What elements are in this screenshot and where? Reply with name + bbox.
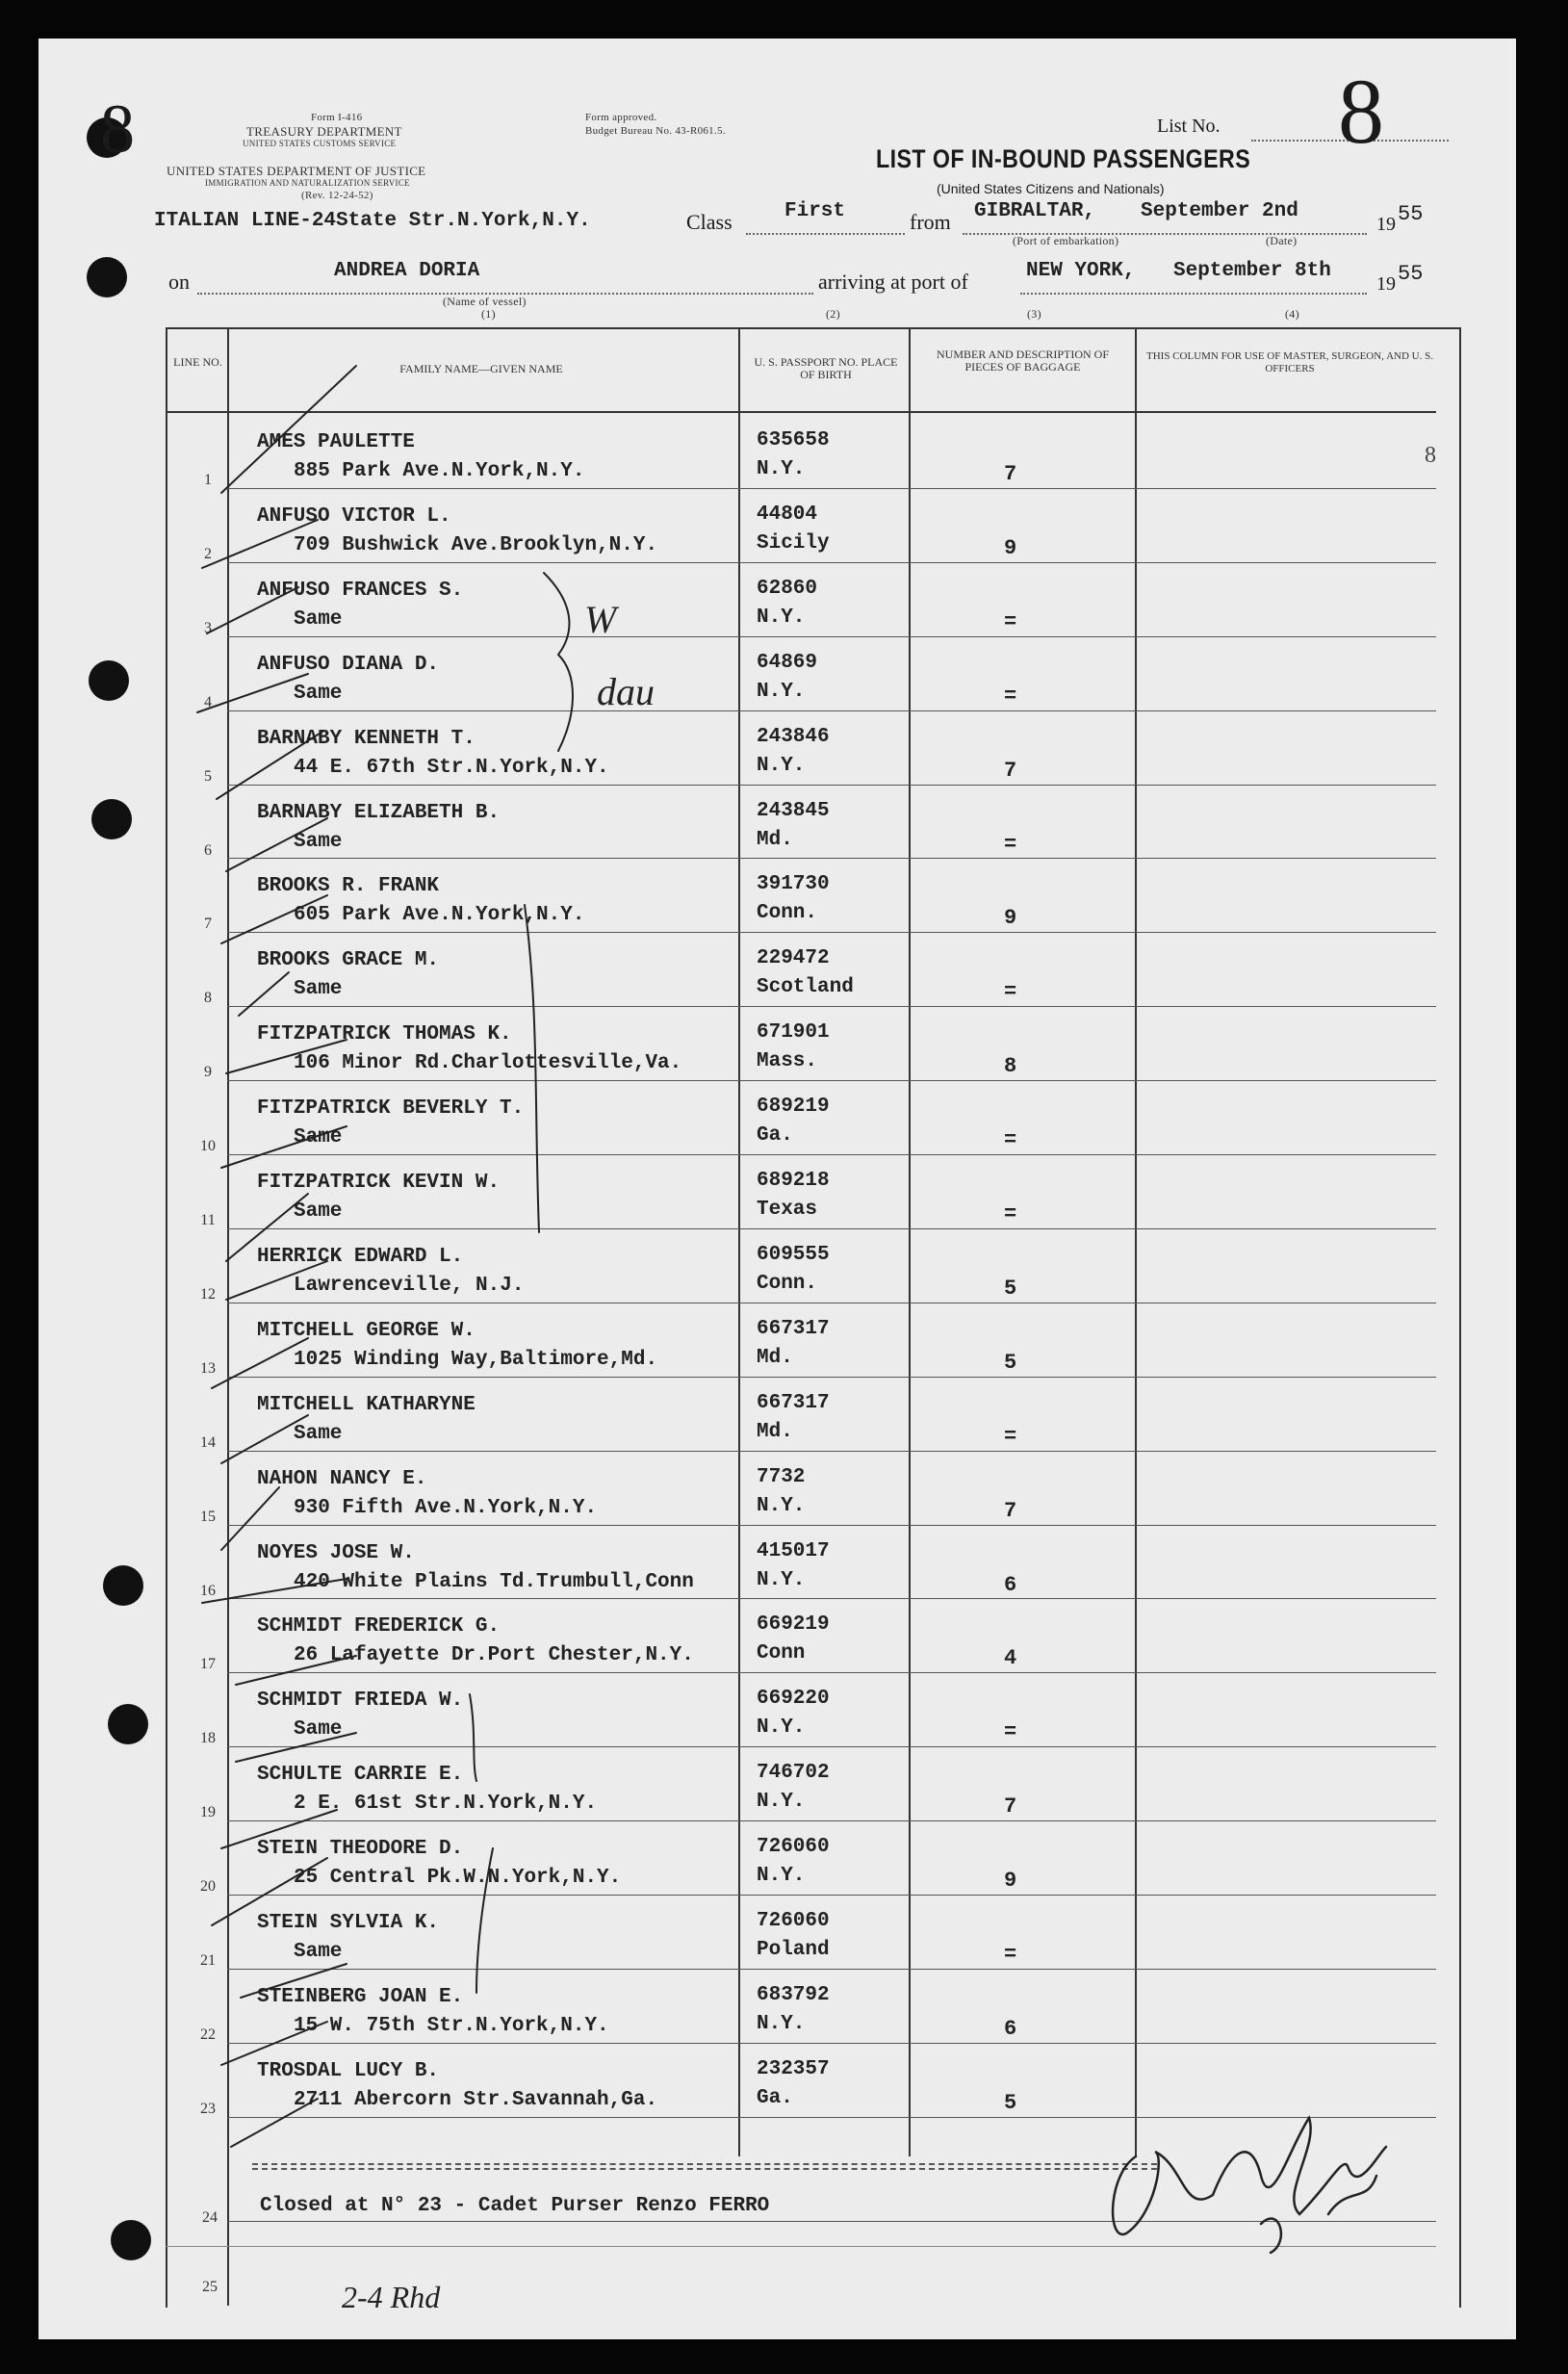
line-number: 11 [200,1212,216,1228]
baggage-count: 5 [1004,1276,1017,1301]
line-number: 23 [200,2100,216,2117]
line-number: 3 [204,619,212,636]
place-of-birth: N.Y. [757,680,806,703]
passenger-address: Same [294,830,343,853]
place-of-birth: N.Y. [757,1865,806,1888]
check-mark [239,972,289,1016]
arrival-port: NEW YORK, [1026,260,1136,282]
passport-number: 689218 [757,1170,830,1192]
passenger-name: HERRICK EDWARD L. [257,1245,464,1268]
passenger-address: Same [294,607,343,631]
baggage-count: 7 [1004,1498,1017,1523]
customs-service: UNITED STATES CUSTOMS SERVICE [243,139,397,148]
passenger-address: 25 Central Pk.W.N.York,N.Y. [294,1867,622,1890]
place-of-birth: N.Y. [757,2012,806,2035]
passenger-address: Same [294,682,343,705]
passport-number: 243846 [757,725,830,748]
baggage-count: = [1004,832,1017,857]
year-prefix-1: 19 [1376,214,1396,235]
baggage-count: = [1004,1720,1017,1745]
baggage-count: 5 [1004,1350,1017,1375]
passenger-address: 885 Park Ave.N.York,N.Y. [294,460,585,482]
year-prefix-2: 19 [1376,273,1396,295]
line-number: 16 [200,1582,216,1599]
passport-number: 232357 [757,2057,830,2080]
check-mark [197,674,308,712]
passenger-name: BROOKS GRACE M. [257,949,440,972]
port-embark-caption: (Port of embarkation) [1013,234,1119,247]
passenger-name: NOYES JOSE W. [257,1541,415,1564]
passenger-address: Lawrenceville, N.J. [294,1274,525,1297]
place-of-birth: N.Y. [757,754,806,777]
check-mark [221,1810,337,1848]
place-of-birth: Md. [757,1420,793,1443]
check-mark [202,520,318,568]
passport-number: 667317 [757,1317,830,1340]
revision-date: (Rev. 12-24-52) [301,190,373,201]
year-1: 55 [1398,202,1424,226]
handwritten-w: W [584,598,617,641]
shipping-company: ITALIAN LINE-24State Str.N.York,N.Y. [154,210,591,232]
baggage-count: 7 [1004,758,1017,783]
passenger-name: BARNABY ELIZABETH B. [257,801,501,824]
margin-note: 8 [1425,443,1436,468]
page-title: LIST OF IN-BOUND PASSENGERS [876,144,1251,173]
line-number: 8 [204,990,212,1007]
baggage-count: 9 [1004,535,1017,560]
passenger-name: MITCHELL GEORGE W. [257,1319,476,1342]
passport-number: 391730 [757,873,830,896]
passport-number: 64869 [757,651,818,674]
check-mark [226,1261,327,1300]
line-number: 5 [204,767,212,785]
passenger-name: AMES PAULETTE [257,431,415,453]
place-of-birth: Mass. [757,1050,818,1073]
baggage-count: 7 [1004,1794,1017,1819]
handwritten-dau: dau [597,670,655,713]
line-number: 24 [202,2209,218,2226]
passenger-address: Same [294,1200,343,1223]
from-label: from [910,210,951,234]
col-2-caption: (2) [826,307,840,321]
vessel-name: ANDREA DORIA [334,260,480,282]
place-of-birth: N.Y. [757,1791,806,1814]
passenger-name: TROSDAL LUCY B. [257,2059,440,2082]
col-1-caption: (1) [481,307,496,321]
check-mark [221,1126,347,1168]
check-mark [241,1964,347,1998]
passenger-address: Same [294,1941,343,1963]
passenger-name: SCHULTE CARRIE E. [257,1764,464,1787]
baggage-count: 4 [1004,1646,1017,1671]
passport-number: 44804 [757,503,818,526]
place-of-birth: Texas [757,1199,818,1221]
arriving-label: arriving at port of [818,270,968,294]
embark-port: GIBRALTAR, [974,200,1096,222]
header-officers: THIS COLUMN FOR USE OF MASTER, SURGEON, AND U. S. OFFICERS [1146,350,1433,374]
passenger-name: NAHON NANCY E. [257,1467,427,1490]
baggage-count: = [1004,1202,1017,1226]
treasury-dept: TREASURY DEPARTMENT [246,124,402,139]
line-number: 13 [200,1359,216,1377]
line-number: 10 [200,1138,216,1155]
place-of-birth: Scotland [757,976,854,999]
passenger-address: 709 Bushwick Ave.Brooklyn,N.Y. [294,533,658,556]
class-label: Class [686,210,733,234]
passenger-address: 2711 Abercorn Str.Savannah,Ga. [294,2088,658,2111]
baggage-count: 5 [1004,2090,1017,2115]
passport-number: 667317 [757,1391,830,1414]
baggage-count: = [1004,1128,1017,1153]
place-of-birth: Conn [757,1642,806,1665]
family-bracket-line [476,1848,493,1993]
baggage-count: = [1004,684,1017,709]
place-of-birth: Ga. [757,1124,793,1148]
check-mark [221,1415,308,1463]
passport-number: 62860 [757,577,818,600]
passenger-name: BARNABY KENNETH T. [257,727,476,750]
passenger-name: FITZPATRICK KEVIN W. [257,1172,501,1194]
check-mark [207,587,298,633]
passenger-address: 2 E. 61st Str.N.York,N.Y. [294,1793,598,1816]
check-mark [221,895,327,943]
passport-number: 243845 [757,799,830,822]
handwritten-bottom-note: 2-4 Rhd [342,2280,441,2314]
passenger-address: Same [294,978,343,1001]
line-number: 12 [200,1285,216,1303]
passport-number: 671901 [757,1021,830,1045]
col-4-caption: (4) [1285,307,1299,321]
passenger-name: STEIN SYLVIA K. [257,1912,440,1934]
passport-number: 689219 [757,1096,830,1119]
place-of-birth: Conn. [757,1272,818,1295]
passenger-name: MITCHELL KATHARYNE [257,1393,476,1416]
line-number: 7 [204,916,212,933]
passenger-name: STEINBERG JOAN E. [257,1985,464,2008]
place-of-birth: Ga. [757,2086,793,2109]
passenger-address: 605 Park Ave.N.York,N.Y. [294,904,585,927]
passport-number: 683792 [757,1983,830,2006]
family-brace [544,573,573,751]
check-mark [202,1579,347,1603]
header-line-no: LINE NO. [173,355,222,369]
check-mark [221,1487,279,1550]
embark-date: September 2nd [1141,200,1298,222]
passport-number: 726060 [757,1836,830,1859]
class-value: First [784,200,846,222]
baggage-count: = [1004,980,1017,1005]
check-mark [212,1858,327,1925]
passport-number: 609555 [757,1243,830,1266]
baggage-count: 6 [1004,2016,1017,2041]
place-of-birth: Poland [757,1939,830,1961]
line-number: 6 [204,841,212,859]
family-bracket-line [470,1694,476,1781]
year-2: 55 [1398,262,1424,286]
passport-number: 746702 [757,1762,830,1785]
line-number: 15 [200,1508,216,1525]
baggage-count: 9 [1004,1869,1017,1894]
baggage-count: = [1004,1943,1017,1967]
check-mark [226,1040,347,1073]
header-baggage: NUMBER AND DESCRIPTION OF PIECES OF BAGGAGE [936,348,1110,374]
list-no-value: 8 [1338,60,1384,163]
place-of-birth: N.Y. [757,1568,806,1591]
passenger-address: 1025 Winding Way,Baltimore,Md. [294,1348,658,1371]
passenger-name: ANFUSO VICTOR L. [257,504,451,528]
passenger-name: FITZPATRICK THOMAS K. [257,1023,512,1046]
passenger-name: SCHMIDT FRIEDA W. [257,1690,464,1713]
check-mark [226,818,327,871]
passport-number: 669220 [757,1688,830,1711]
passenger-address: 15 W. 75th Str.N.York,N.Y. [294,2014,609,2037]
passport-number: 635658 [757,429,830,452]
arrival-date: September 8th [1173,260,1331,282]
passenger-name: ANFUSO FRANCES S. [257,579,464,602]
line-number: 21 [200,1952,216,1969]
passenger-address: 420 White Plains Td.Trumbull,Conn [294,1570,694,1593]
list-no-label: List No. [1157,116,1221,137]
passenger-name: STEIN THEODORE D. [257,1838,464,1861]
line-number: 4 [204,693,212,710]
check-mark [212,1338,308,1388]
passenger-address: 26 Lafayette Dr.Port Chester,N.Y. [294,1644,694,1667]
check-mark [231,2099,318,2147]
justice-dept: UNITED STATES DEPARTMENT OF JUSTICE [167,164,426,178]
line-number: 14 [200,1433,216,1451]
passport-number: 415017 [757,1539,830,1562]
line-number: 25 [202,2279,218,2295]
col-3-caption: (3) [1027,307,1041,321]
passenger-address: 930 Fifth Ave.N.York,N.Y. [294,1496,598,1519]
place-of-birth: Sicily [757,531,830,555]
baggage-count: 8 [1004,1054,1017,1079]
passport-number: 669219 [757,1613,830,1637]
header-passport: U. S. PASSPORT NO. PLACE OF BIRTH [754,355,898,381]
check-mark [236,1733,356,1762]
line-number: 20 [200,1878,216,1896]
check-mark [217,732,322,799]
passenger-name: ANFUSO DIANA D. [257,653,440,676]
passenger-name: FITZPATRICK BEVERLY T. [257,1097,525,1121]
check-mark [226,1194,308,1261]
on-label: on [168,270,190,294]
line-number: 9 [204,1064,212,1081]
place-of-birth: N.Y. [757,1716,806,1740]
passenger-address: 106 Minor Rd.Charlottesville,Va. [294,1052,682,1075]
closing-note: Closed at N° 23 - Cadet Purser Renzo FERRO [260,2195,770,2217]
form-number: Form I-416 [311,112,363,123]
header-name: FAMILY NAME—GIVEN NAME [399,362,563,375]
passport-number: 726060 [757,1910,830,1932]
line-number: 1 [204,472,212,488]
check-mark [221,366,356,493]
officer-signature [1113,2118,1386,2253]
corner-mark: 8 [100,90,135,168]
passport-number: 229472 [757,947,830,970]
place-of-birth: Md. [757,828,793,851]
passenger-address: 44 E. 67th Str.N.York,N.Y. [294,756,609,779]
baggage-count: 6 [1004,1572,1017,1597]
check-mark [236,1656,356,1685]
line-number: 22 [200,2026,216,2043]
date-caption: (Date) [1266,234,1298,247]
baggage-count: = [1004,609,1017,634]
line-number: 17 [200,1656,216,1673]
ins-service: IMMIGRATION AND NATURALIZATION SERVICE [205,178,410,188]
vessel-caption: (Name of vessel) [443,295,527,308]
passenger-name: BROOKS R. FRANK [257,875,440,898]
place-of-birth: N.Y. [757,458,806,480]
check-mark [221,2022,327,2065]
page-subtitle: (United States Citizens and Nationals) [937,181,1165,196]
passenger-address: Same [294,1422,343,1445]
budget-bureau: Budget Bureau No. 43-R061.5. [585,125,726,137]
passenger-address: Same [294,1126,343,1149]
place-of-birth: N.Y. [757,1494,806,1517]
passport-number: 7732 [757,1465,806,1488]
baggage-count: 9 [1004,906,1017,931]
place-of-birth: Conn. [757,902,818,925]
passenger-name: SCHMIDT FREDERICK G. [257,1615,501,1639]
line-number: 19 [200,1804,216,1821]
passenger-address: Same [294,1718,343,1742]
line-number: 2 [204,545,212,562]
baggage-count: = [1004,1424,1017,1449]
family-bracket-line [525,905,539,1232]
baggage-count: 7 [1004,462,1017,486]
place-of-birth: Md. [757,1346,793,1369]
place-of-birth: N.Y. [757,606,806,629]
line-number: 18 [200,1730,216,1747]
form-approved: Form approved. [585,112,657,123]
